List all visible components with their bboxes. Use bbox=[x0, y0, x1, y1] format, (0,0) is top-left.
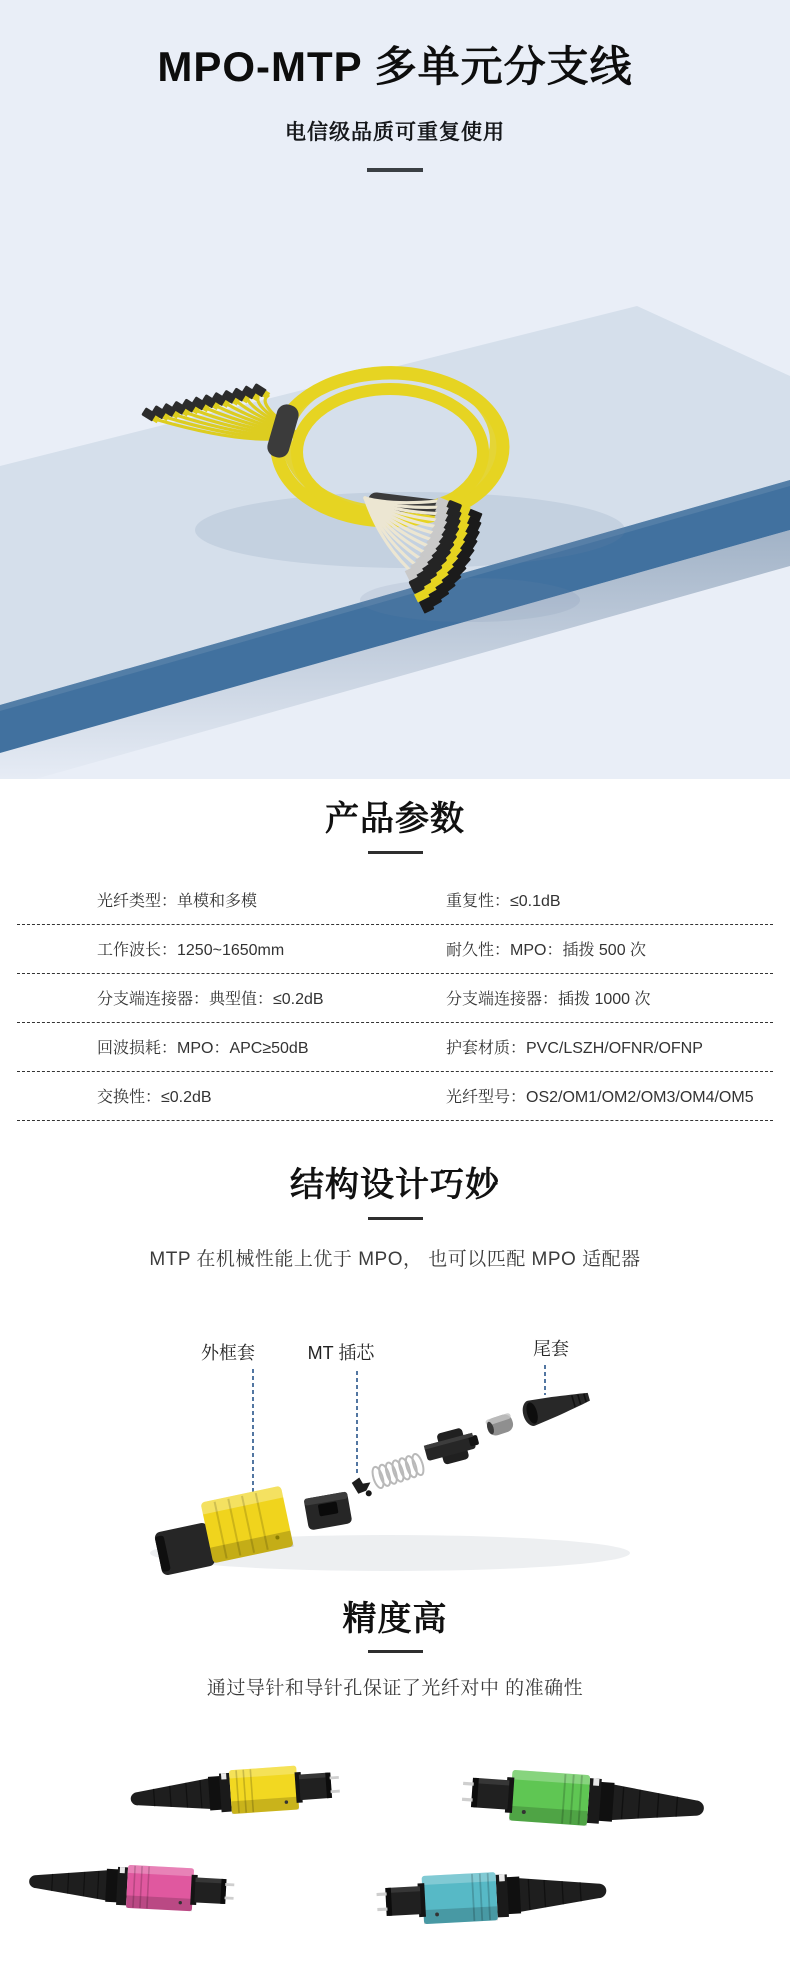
clip-part bbox=[350, 1476, 375, 1497]
structure-description: MTP 在机械性能上优于 MPO， 也可以匹配 MPO 适配器 bbox=[149, 1248, 641, 1270]
param-row bbox=[17, 974, 773, 1023]
connector-pink bbox=[28, 1860, 235, 1914]
crimp-ring-part bbox=[485, 1412, 515, 1437]
param-cell: 交换性：≤0.2dB bbox=[97, 1089, 212, 1107]
param-cell: 光纤类型：单模和多模 bbox=[97, 893, 258, 911]
param-row bbox=[17, 925, 773, 974]
heading-underline bbox=[368, 851, 423, 854]
param-cell: 回波损耗：MPO：APC≥50dB bbox=[97, 1040, 309, 1058]
structure-heading: 结构设计巧妙 bbox=[290, 1165, 500, 1204]
param-cell: 耐久性：MPO：插拨 500 次 bbox=[446, 942, 647, 960]
title-divider bbox=[367, 168, 423, 172]
spring-part bbox=[370, 1452, 425, 1489]
connector-aqua bbox=[376, 1867, 608, 1927]
param-cell: 重复性：≤0.1dB bbox=[446, 893, 561, 911]
precision-description: 通过导针和导针孔保证了光纤对中 的准确性 bbox=[206, 1678, 584, 1700]
exploded-connector-illustration bbox=[0, 1321, 790, 1591]
structure-section bbox=[0, 1121, 790, 1591]
precision-heading: 精度高 bbox=[342, 1599, 448, 1638]
precision-section bbox=[0, 1591, 790, 1970]
params-table bbox=[17, 876, 773, 1121]
page-title: MPO-MTP 多单元分支线 bbox=[157, 43, 633, 90]
params-section bbox=[0, 779, 790, 1121]
connector-yellow bbox=[129, 1763, 341, 1821]
param-cell: 光纤型号：OS2/OM1/OM2/OM3/OM4/OM5 bbox=[446, 1089, 754, 1107]
connector-green bbox=[461, 1767, 706, 1834]
part-label-frame: 外框套 bbox=[201, 1342, 255, 1363]
heading-underline bbox=[368, 1217, 423, 1220]
mt-ferrule-part bbox=[304, 1491, 353, 1530]
part-label-boot: 尾套 bbox=[533, 1338, 569, 1359]
param-cell: 工作波长：1250~1650mm bbox=[97, 942, 285, 960]
connector-variants-illustration bbox=[0, 1702, 790, 1970]
param-cell: 分支端连接器：插拨 1000 次 bbox=[446, 991, 651, 1009]
part-label-ferrule: MT 插芯 bbox=[307, 1342, 375, 1363]
spring-push-part bbox=[422, 1424, 482, 1469]
page-subtitle: 电信级品质可重复使用 bbox=[285, 121, 505, 145]
boot-part bbox=[520, 1384, 593, 1428]
param-row bbox=[17, 876, 773, 925]
heading-underline bbox=[368, 1650, 423, 1653]
params-heading: 产品参数 bbox=[325, 800, 465, 838]
param-cell: 护套材质：PVC/LSZH/OFNR/OFNP bbox=[446, 1040, 703, 1058]
param-row bbox=[17, 1072, 773, 1121]
param-row bbox=[17, 1023, 773, 1072]
param-cell: 分支端连接器：典型值：≤0.2dB bbox=[97, 991, 324, 1009]
hero-section bbox=[0, 0, 790, 779]
